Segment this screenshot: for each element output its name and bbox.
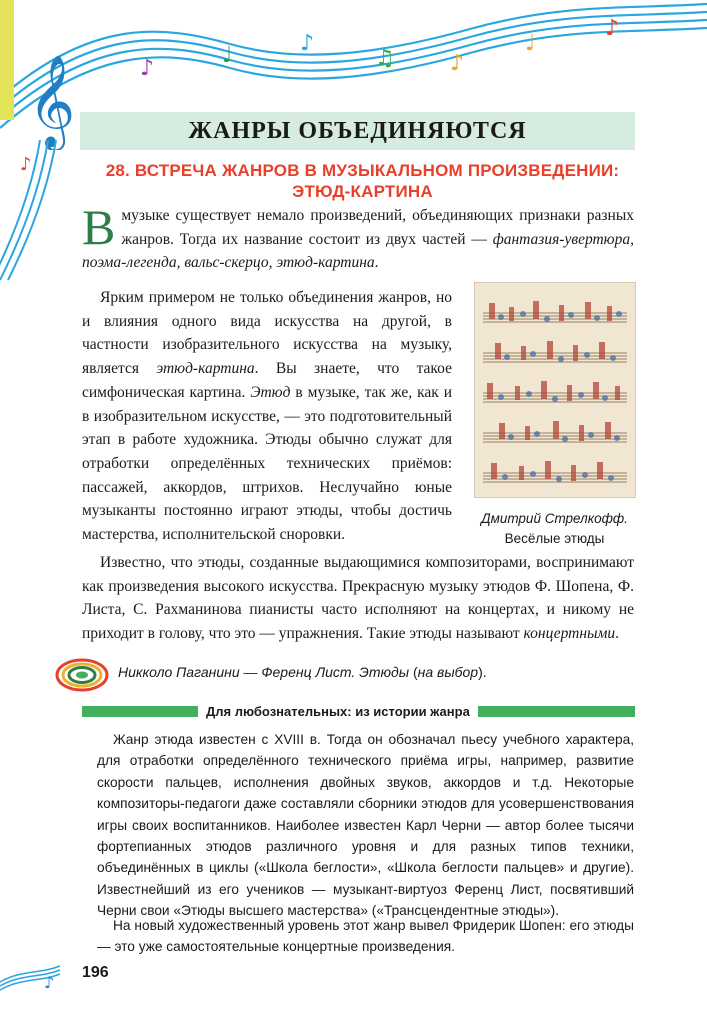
music-note-icon: ♫ [375, 46, 395, 71]
intro-italic: фантазия-увертюра, поэма-легенда, вальс-скерцо, этюд-картина [82, 230, 634, 272]
para2-italic-term: этюд-картина [156, 360, 255, 378]
para3-text: Известно, что этюды, созданные выдающимися композиторами, воспринимают как произведения высокого искусства. Прекрасную музыку этюдов Ф. Шопена, Ф. Листа, С. Рахманинова пианисты часто исполняют на концертах, и никому не приходит в голову, что это — упражнения. Такие этюды называют [82, 554, 634, 643]
music-note-icon: ♪ [44, 973, 55, 992]
listening-icon [55, 658, 113, 692]
caption-title: Весёлые этюды [504, 531, 605, 546]
painting-illustration [474, 282, 636, 498]
figure-caption [462, 509, 647, 549]
intro-text: музыке существует немало произведений, объединяющих признаки разных жанров. Тогда их название состоит из двух частей — [121, 207, 634, 248]
left-staff-decoration [0, 140, 70, 290]
listening-choice: на выбор [417, 664, 479, 680]
listening-works: Никколо Паганини — Ференц Лист. Этюды [118, 664, 410, 680]
lesson-title: 28. ВСТРЕЧА ЖАНРОВ В МУЗЫКАЛЬНОМ ПРОИЗВЕДЕНИИ: ЭТЮД-КАРТИНА [105, 161, 620, 201]
left-yellow-strip [0, 0, 14, 120]
music-note-icon: ♪ [20, 154, 32, 175]
music-note-icon: ♪ [450, 51, 465, 76]
listening-paren: ( [409, 664, 418, 680]
music-note-icon: ♪ [605, 16, 620, 41]
music-note-icon: ♩ [222, 43, 233, 68]
drop-cap: В [82, 199, 116, 255]
para2-text: в музыке, так же, как и в изобразительном искусстве, — это подготовительный этап в работе художника. Этюды обычно служат для отработки определённых технических приёмов: пассажей, аккордов, штрихов. Неслучайно юные музыканты постоянно играют этюды, чтобы достичь мастерства, исполнительской сноровки. [82, 383, 453, 544]
music-note-icon: ♩ [525, 31, 536, 56]
paragraph-concert-etudes [82, 551, 634, 646]
paragraph-etude-picture [82, 286, 452, 547]
para3-italic-term: концертными [523, 625, 616, 643]
listening-paren: ). [478, 664, 487, 680]
sidebar-paragraph: На новый художественный уровень этот жанр вывел Фридерик Шопен: его этюды — это уже самостоятельные концертные произведения. [97, 918, 634, 955]
intro-text-end: . [374, 254, 379, 272]
para2-text: Ярким примером не только объединения жанров, но и влияния одного вида искусства на другой, в частности изобразительного искусства на музыку, является [82, 289, 452, 378]
para3-text: . [615, 625, 620, 643]
page-number: 196 [82, 964, 109, 981]
sidebar-paragraph: Жанр этюда известен с XVIII в. Тогда он обозначал пьесу учебного характера, для отработки определённого технического приёма игры, например, развитие скорости пальцев, исполнения двойных звуков, аккордов и т.д. Некоторые композиторы-педагоги даже составляли сборники этюдов для усовершенствования игры своих воспитанников. Наиболее известен Карл Черни — автор более тысячи фортепианных этюдов различного уровня и для разных типов техники, объединённых в циклы («Школа беглости», «Школа беглости пальцев» и другие). Известнейший из его учеников — музыкант-виртуоз Ференц Лист, посвятивший Черни свои «Этюды высшего мастерства» («Трансцендентные этюды»). [97, 732, 634, 919]
treble-clef-icon: 𝄞 [28, 54, 76, 147]
intro-paragraph [82, 199, 634, 275]
section-title: ЖАНРЫ ОБЪЕДИНЯЮТСЯ [188, 118, 527, 144]
music-note-icon: ♪ [300, 31, 315, 56]
para2-text: . Вы знаете, что такое симфоническая картина. [82, 360, 452, 401]
caption-author: Дмитрий Стрелкофф. [481, 511, 628, 526]
para2-italic-term: Этюд [250, 383, 291, 401]
listening-assignment [118, 664, 487, 680]
sidebar-title: Для любознательных: из истории жанра [198, 701, 478, 722]
music-note-icon: ♪ [140, 56, 155, 81]
